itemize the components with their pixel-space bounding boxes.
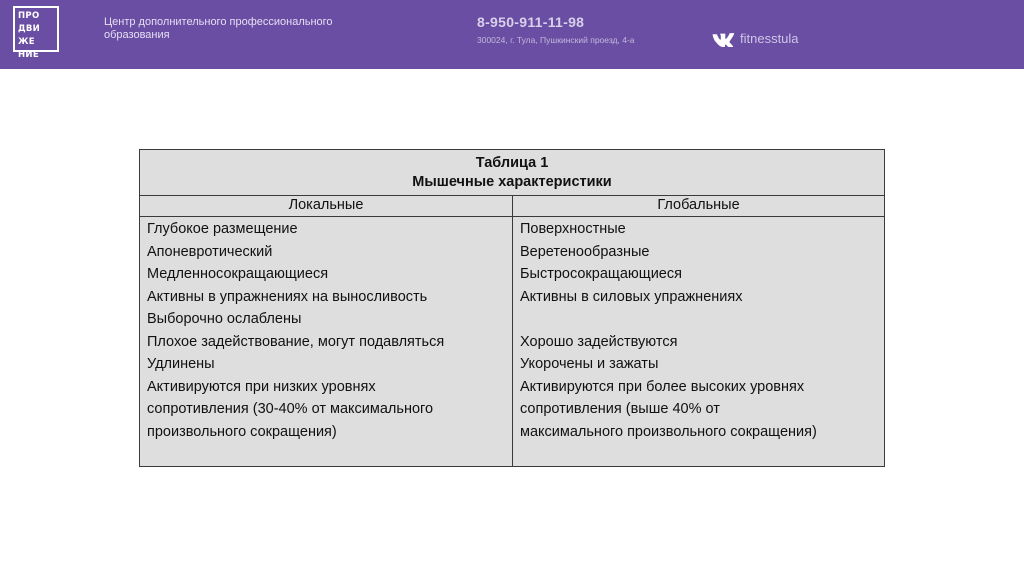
table-cell: Активны в упражнениях на выносливость [147, 288, 428, 305]
brand-logo[interactable] [13, 6, 59, 60]
table-cell: Плохое задействование, могут подавляться [147, 333, 445, 350]
local-column [140, 217, 513, 466]
phone-number[interactable]: 8-950-911-11-98 [477, 14, 585, 30]
table-cell-empty [520, 308, 884, 331]
organization-name-line: Центр дополнительного профессионального [104, 16, 333, 28]
logo-line: ПРО [18, 11, 40, 21]
table-cell: Удлинены [147, 356, 215, 372]
table-caption [140, 150, 884, 196]
table-cell: Апоневротический [147, 243, 273, 260]
table-cell: Активны в силовых упражнениях [520, 288, 743, 305]
column-header-local: Локальные [140, 196, 513, 216]
organization-name [104, 16, 404, 42]
muscle-characteristics-table [139, 149, 885, 467]
vk-account-name[interactable]: fitnesstula [740, 31, 799, 46]
table-cell: Хорошо задействуются [520, 333, 678, 350]
table-cell: Укорочены и зажаты [520, 356, 659, 372]
logo-line: ЖЕ [18, 37, 35, 47]
table-cell: Глубокое размещение [147, 221, 298, 237]
table-title: Мышечные характеристики [412, 174, 612, 190]
table-cell: Выборочно ослаблены [147, 311, 302, 327]
table-number: Таблица 1 [475, 155, 549, 171]
global-column [513, 217, 884, 466]
table-cell: Веретенообразные [520, 243, 650, 260]
organization-name-line: образования [104, 29, 170, 41]
table-body [140, 217, 884, 466]
table-header-row [140, 196, 884, 217]
table-cell: Поверхностные [520, 221, 626, 237]
table-cell: сопротивления (30-40% от максимального [147, 401, 434, 417]
vk-icon[interactable] [712, 33, 736, 47]
address-text: 300024, г. Тула, Пушкинский проезд, 4-а [477, 35, 635, 45]
table-cell: Быстросокращающиеся [520, 266, 682, 282]
table-cell: произвольного сокращения) [147, 423, 337, 440]
table-cell: Медленносокращающиеся [147, 266, 329, 282]
column-header-global: Глобальные [657, 197, 740, 213]
logo-line: ДВИ [18, 24, 41, 34]
header-bar [0, 0, 1024, 69]
table-cell: сопротивления (выше 40% от [520, 401, 720, 417]
table-cell: максимального произвольного сокращения) [520, 423, 817, 440]
logo-line: НИЕ [18, 50, 39, 60]
table-cell: Активируются при более высоких уровнях [520, 378, 805, 395]
table-cell: Активируются при низких уровнях [147, 378, 376, 395]
